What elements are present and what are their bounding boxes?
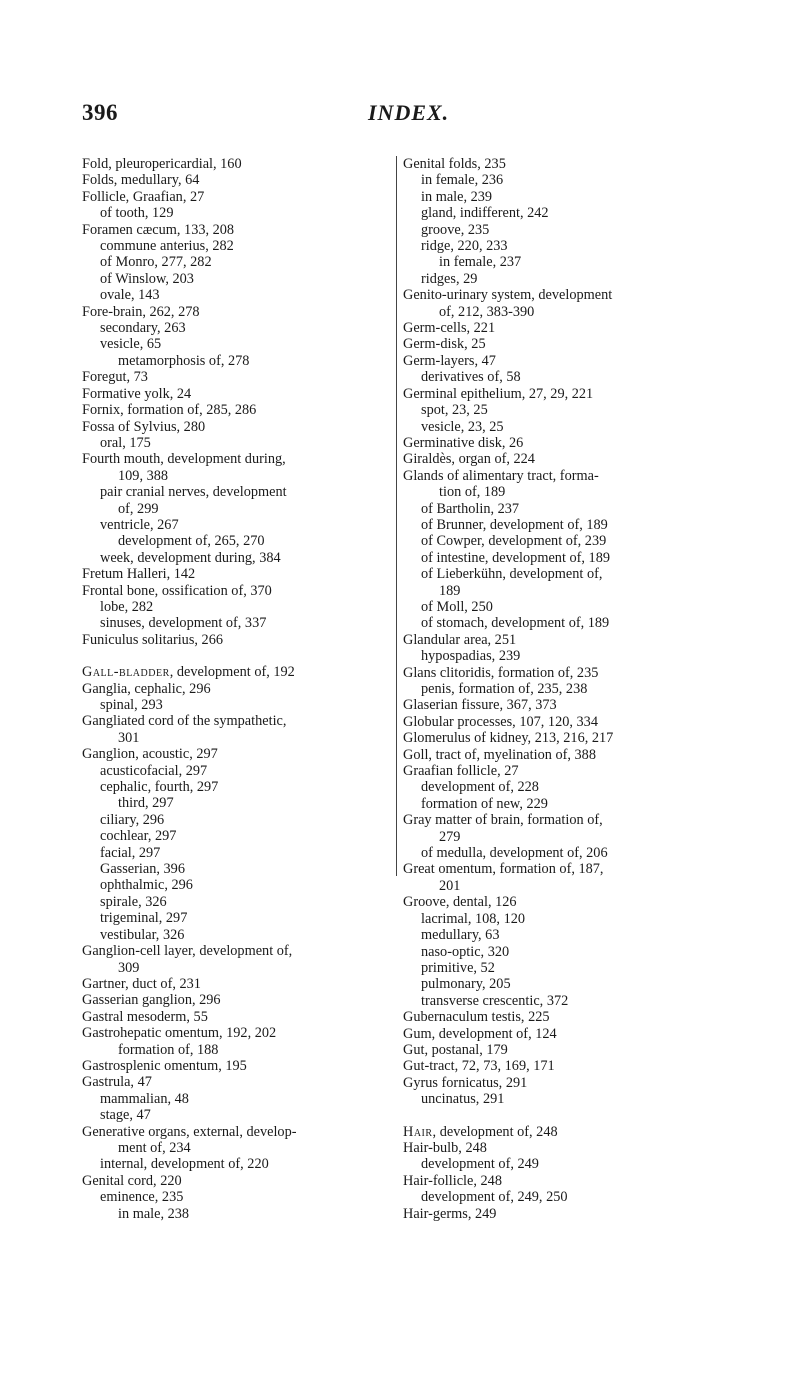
index-subentry: in male, 239 <box>421 188 493 205</box>
index-subentry: cochlear, 297 <box>100 828 177 845</box>
index-entry: Germ-layers, 47 <box>403 352 496 369</box>
index-entry: Gubernaculum testis, 225 <box>403 1009 550 1026</box>
index-subentry: of, 212, 383-390 <box>439 303 535 320</box>
index-subentry: in male, 238 <box>118 1205 190 1222</box>
index-entry: Hair-germs, 249 <box>403 1205 497 1222</box>
index-column-left <box>82 156 392 1222</box>
index-subentry: penis, formation of, 235, 238 <box>421 681 588 697</box>
index-entry: Great omentum, formation of, 187, <box>403 861 604 878</box>
index-entry: Fourth mouth, development during, <box>82 451 286 468</box>
index-subentry: facial, 297 <box>100 844 161 861</box>
index-subentry: development of, 249, 250 <box>421 1189 568 1206</box>
index-entry: Genital folds, 235 <box>403 156 506 172</box>
index-subentry: pair cranial nerves, development <box>100 484 287 501</box>
index-subentry: pulmonary, 205 <box>421 976 511 993</box>
index-subentry: ophthalmic, 296 <box>100 877 193 894</box>
index-subentry: oral, 175 <box>100 434 151 451</box>
index-entry: Hair-bulb, 248 <box>403 1139 487 1156</box>
index-entry: Glomerulus of kidney, 213, 216, 217 <box>403 730 614 747</box>
index-subentry: derivatives of, 58 <box>421 369 521 386</box>
index-subentry: acusticofacial, 297 <box>100 762 208 779</box>
page-header <box>82 100 722 130</box>
index-subentry: commune anterius, 282 <box>100 238 234 255</box>
index-subentry: Gasserian, 396 <box>100 861 185 878</box>
index-subentry: development of, 265, 270 <box>118 533 265 550</box>
index-subentry: week, development during, 384 <box>100 549 281 566</box>
index-entry: Groove, dental, 126 <box>403 894 517 911</box>
index-entry: Follicle, Graafian, 27 <box>82 188 205 205</box>
index-subentry: metamorphosis of, 278 <box>118 352 250 369</box>
index-entry: Fold, pleuropericardial, 160 <box>82 156 242 172</box>
index-entry: Glandular area, 251 <box>403 631 517 648</box>
index-entry: Hair-follicle, 248 <box>403 1172 502 1189</box>
index-subentry: spot, 23, 25 <box>421 402 488 419</box>
index-subentry: of Bartholin, 237 <box>421 500 520 517</box>
index-subentry: of tooth, 129 <box>100 205 174 222</box>
index-entry: Ganglia, cephalic, 296 <box>82 680 211 697</box>
index-subentry: vesicle, 65 <box>100 336 162 353</box>
index-subentry: stage, 47 <box>100 1107 151 1124</box>
index-subentry: ment of, 234 <box>118 1139 191 1156</box>
index-subentry: ovale, 143 <box>100 287 160 304</box>
index-entry: Gastrosplenic omentum, 195 <box>82 1057 247 1074</box>
index-subentry: lacrimal, 108, 120 <box>421 910 526 927</box>
index-subentry: development of, 249 <box>421 1156 539 1173</box>
running-title: INDEX. <box>368 100 450 125</box>
index-subentry: cephalic, fourth, 297 <box>100 779 219 796</box>
index-entry: Germ-cells, 221 <box>403 320 496 337</box>
index-subentry: lobe, 282 <box>100 598 154 615</box>
index-entry: Genito-urinary system, development <box>403 287 613 304</box>
index-entry: Generative organs, external, develop- <box>82 1123 297 1140</box>
index-entry: Goll, tract of, myelination of, 388 <box>403 746 596 763</box>
index-subentry: formation of, 188 <box>118 1041 219 1058</box>
index-subentry: development of, 228 <box>421 779 539 796</box>
index-entry: Fore-brain, 262, 278 <box>82 303 200 320</box>
index-subentry: ciliary, 296 <box>100 811 165 828</box>
index-entry: Folds, medullary, 64 <box>82 172 200 189</box>
index-entry: Fornix, formation of, 285, 286 <box>82 402 257 419</box>
index-entry: Ganglion-cell layer, development of, <box>82 943 293 960</box>
index-subentry: of intestine, development of, 189 <box>421 549 610 566</box>
index-entry: Giraldès, organ of, 224 <box>403 451 535 468</box>
index-subentry: 189 <box>439 582 461 599</box>
section-gap <box>82 648 392 664</box>
index-entry: Fretum Halleri, 142 <box>82 566 196 583</box>
index-subentry: 279 <box>439 828 461 845</box>
index-entry: Ganglion, acoustic, 297 <box>82 746 218 763</box>
index-subentry: in female, 236 <box>421 172 504 189</box>
index-subentry: ridge, 220, 233 <box>421 238 508 255</box>
index-entry: Gastrohepatic omentum, 192, 202 <box>82 1025 277 1042</box>
index-subentry: spinal, 293 <box>100 697 163 713</box>
index-subentry: 301 <box>118 729 140 746</box>
index-subentry: transverse crescentic, 372 <box>421 992 569 1009</box>
index-entry: Frontal bone, ossification of, 370 <box>82 582 272 599</box>
column-divider <box>396 156 397 876</box>
index-subentry: tion of, 189 <box>439 484 506 501</box>
index-entry: Genital cord, 220 <box>82 1172 182 1189</box>
section-lead-word: Gall-bladder <box>82 664 170 681</box>
index-entry: Gastral mesoderm, 55 <box>82 1008 208 1025</box>
index-subentry: of Moll, 250 <box>421 598 493 615</box>
index-subentry: of Monro, 277, 282 <box>100 254 212 271</box>
index-subentry: naso-optic, 320 <box>421 943 510 960</box>
index-entry: Glans clitoridis, formation of, 235 <box>403 664 599 681</box>
index-entry: Gum, development of, 124 <box>403 1025 557 1042</box>
index-subentry: of Cowper, development of, 239 <box>421 533 607 550</box>
index-entry: Glands of alimentary tract, forma- <box>403 467 599 484</box>
index-entry: Globular processes, 107, 120, 334 <box>403 713 598 730</box>
index-subentry: formation of new, 229 <box>421 795 548 812</box>
index-subentry: of Lieberkühn, development of, <box>421 566 603 583</box>
index-entry: Gut, postanal, 179 <box>403 1041 508 1058</box>
index-subentry: trigeminal, 297 <box>100 910 188 927</box>
index-subentry: in female, 237 <box>439 254 522 271</box>
index-subentry: hypospadias, 239 <box>421 648 521 665</box>
index-entry: Foregut, 73 <box>82 369 148 386</box>
index-subentry: vesicle, 23, 25 <box>421 418 504 435</box>
index-subentry: ventricle, 267 <box>100 516 179 533</box>
index-entry: Glaserian fissure, 367, 373 <box>403 697 557 714</box>
section-gap <box>403 1108 733 1124</box>
index-entry: Gray matter of brain, formation of, <box>403 812 603 829</box>
index-subentry: vestibular, 326 <box>100 926 185 943</box>
index-entry: Gut-tract, 72, 73, 169, 171 <box>403 1058 555 1075</box>
index-entry: Foramen cæcum, 133, 208 <box>82 221 235 238</box>
index-subentry: of Winslow, 203 <box>100 270 194 287</box>
index-column-right <box>403 156 733 1222</box>
index-subentry: secondary, 263 <box>100 320 186 337</box>
section-lead-word: Hair <box>403 1123 433 1140</box>
index-entry: Gangliated cord of the sympathetic, <box>82 713 287 730</box>
index-entry: Formative yolk, 24 <box>82 385 192 402</box>
entry-text: , development of, 248 <box>432 1123 558 1140</box>
index-subentry: of stomach, development of, 189 <box>421 615 610 632</box>
index-subentry: eminence, 235 <box>100 1189 184 1206</box>
index-entry: Gasserian ganglion, 296 <box>82 992 221 1009</box>
index-subentry: third, 297 <box>118 795 174 812</box>
index-subentry: of Brunner, development of, 189 <box>421 516 608 533</box>
index-entry: Germinal epithelium, 27, 29, 221 <box>403 385 594 402</box>
index-entry: Germ-disk, 25 <box>403 336 486 353</box>
page-number: 396 <box>82 100 118 125</box>
index-subentry: 201 <box>439 877 461 894</box>
index-subentry: medullary, 63 <box>421 927 500 944</box>
index-subentry: mammalian, 48 <box>100 1090 189 1107</box>
index-subentry: uncinatus, 291 <box>421 1091 505 1108</box>
index-subentry: primitive, 52 <box>421 959 495 976</box>
index-subentry: spirale, 326 <box>100 893 167 910</box>
index-entry: Gyrus fornicatus, 291 <box>403 1074 528 1091</box>
index-subentry: of, 299 <box>118 500 159 517</box>
index-entry <box>82 664 392 680</box>
index-subentry: gland, indifferent, 242 <box>421 205 549 222</box>
index-subentry: groove, 235 <box>421 221 490 238</box>
index-subentry: ridges, 29 <box>421 270 478 287</box>
index-entry: Graafian follicle, 27 <box>403 763 519 780</box>
index-subentry: 309 <box>118 959 140 976</box>
index-subentry: sinuses, development of, 337 <box>100 615 267 632</box>
index-entry: Fossa of Sylvius, 280 <box>82 418 206 435</box>
index-subentry: of medulla, development of, 206 <box>421 845 608 862</box>
index-entry: Germinative disk, 26 <box>403 434 524 451</box>
index-subentry: 109, 388 <box>118 467 169 484</box>
index-entry: Gartner, duct of, 231 <box>82 975 201 992</box>
entry-text: , development of, 192 <box>169 664 295 681</box>
index-entry <box>403 1124 733 1140</box>
index-entry: Funiculus solitarius, 266 <box>82 631 223 648</box>
index-subentry: internal, development of, 220 <box>100 1156 269 1173</box>
index-entry: Gastrula, 47 <box>82 1074 152 1091</box>
